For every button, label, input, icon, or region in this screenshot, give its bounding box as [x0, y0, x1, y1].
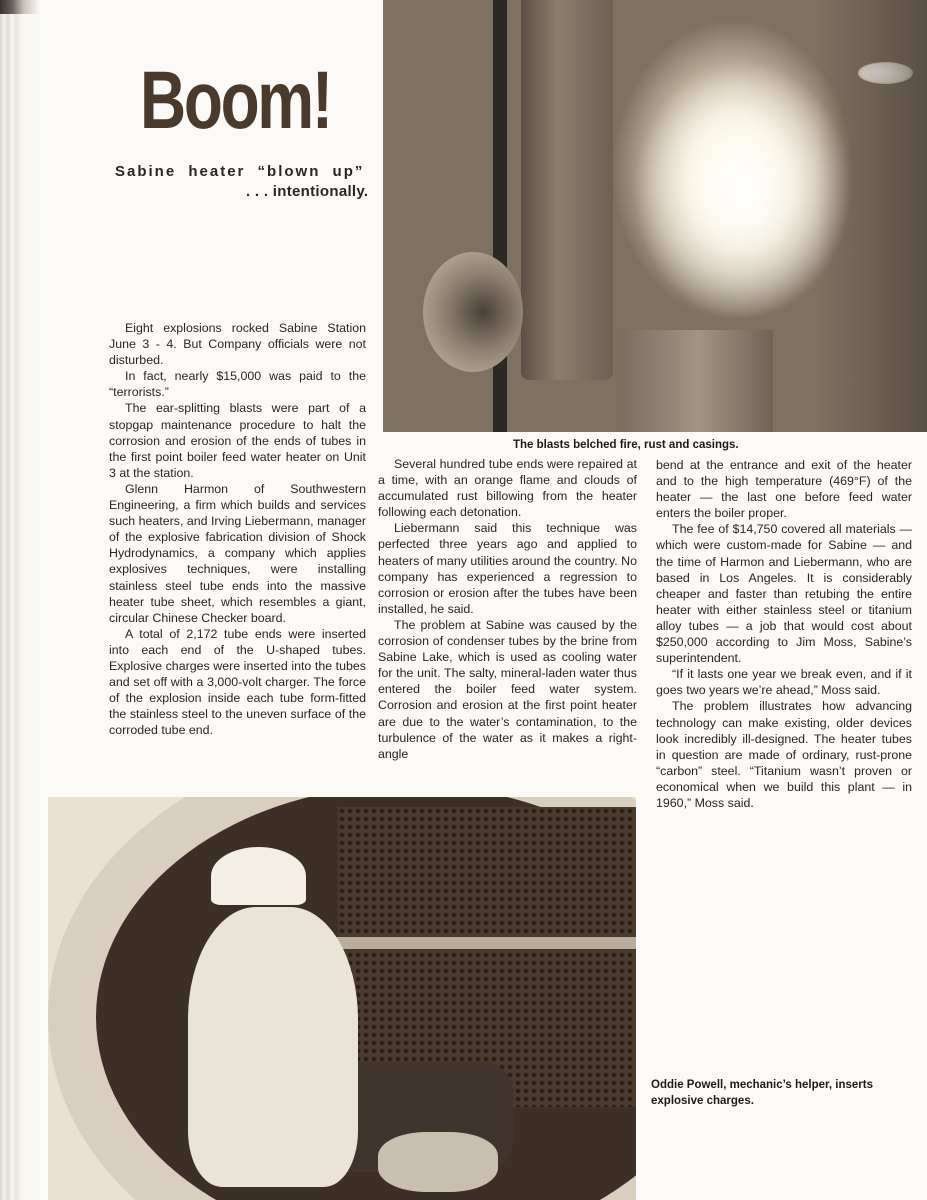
- paragraph: “If it lasts one year we break even, and if it goes two years we’re ahead,” Moss said.: [656, 667, 912, 698]
- photo-caption-top: The blasts belched fire, rust and casings.: [513, 439, 739, 451]
- paragraph: Liebermann said this technique was perfected three years ago and applied to heaters of many utilities around the country. No company has experienced a regression to corrosion or erosion after the tubes have been installed, he said.: [378, 521, 637, 616]
- paragraph: A total of 2,172 tube ends were inserted into each end of the U-shaped tubes. Explosive charges were inserted into the tubes and set off with a 3,000-volt charger. The force of the explosion inside each tube form-fitted the stainless steel to the uneven surface of the corroded tube end.: [109, 626, 366, 738]
- paragraph: Eight explosions rocked Sabine Station June 3 - 4. But Company officials were not disturbed.: [109, 321, 366, 368]
- article-column-2: [378, 456, 637, 762]
- paragraph: The fee of $14,750 covered all materials — which were custom-made for Sabine — and the time of Harmon and Liebermann, who are based in Los Angeles. It is considerably cheaper and faster than retubing the entire heater with either stainless steel or titanium alloy tubes — a job that would cost about $250,000 according to Jim Moss, Sabine’s superintendent.: [656, 522, 912, 666]
- page-edges: [0, 0, 40, 1200]
- paragraph: The problem at Sabine was caused by the corrosion of condenser tubes by the brine from Sabine Lake, which is used as cooling water for the unit. The salty, mineral-laden water thus entered the boiler feed water system. Corrosion and erosion at the first point heater are due to the water’s contamination, to the turbulence of the water as it makes a right-angle: [378, 617, 637, 761]
- photo-caption-bottom: Oddie Powell, mechanic’s helper, inserts explosive charges.: [651, 1079, 873, 1107]
- paragraph: Glenn Harmon of Southwestern Engineering, a firm which builds and services such heaters, and Irving Liebermann, manager of the explosive fabrication division of Shock Hydrodynamics, a company which applies explosives techniques, were installing stainless steel tube ends into the massive heater tube sheet, which resembles a giant, circular Chinese Checker board.: [109, 481, 366, 625]
- paragraph: bend at the entrance and exit of the heater and to the high temperature (469°F) of the heater — the last one before feed water enters the boiler proper.: [656, 458, 912, 521]
- subhead-line-1: Sabine heater “blown up”: [115, 163, 365, 180]
- paragraph: The problem illustrates how advancing technology can make existing, older devices look incredibly ill-designed. The heater tubes in question are made of ordinary, rust-prone “carbon” steel. “Titanium wasn’t proven or economical when we build this plant — in 1960,” Moss said.: [656, 699, 912, 810]
- paragraph: The ear-splitting blasts were part of a stopgap maintenance procedure to halt the corrosion and erosion of the ends of tubes in the first point boiler feed water heater on Unit 3 at the station.: [109, 401, 366, 480]
- article-column-3: [656, 457, 912, 811]
- subhead-line-2: . . . intentionally.: [246, 183, 369, 200]
- photo-heater-blast: [383, 0, 927, 432]
- paragraph: In fact, nearly $15,000 was paid to the “terrorists.”: [109, 369, 366, 400]
- article-column-1: [109, 320, 366, 738]
- headline: Boom!: [140, 55, 331, 146]
- paragraph: Several hundred tube ends were repaired at a time, with an orange flame and clouds of accumulated rust billowing from the heater following each detonation.: [378, 457, 637, 520]
- photo-mechanic-inserting-charges: [48, 797, 636, 1200]
